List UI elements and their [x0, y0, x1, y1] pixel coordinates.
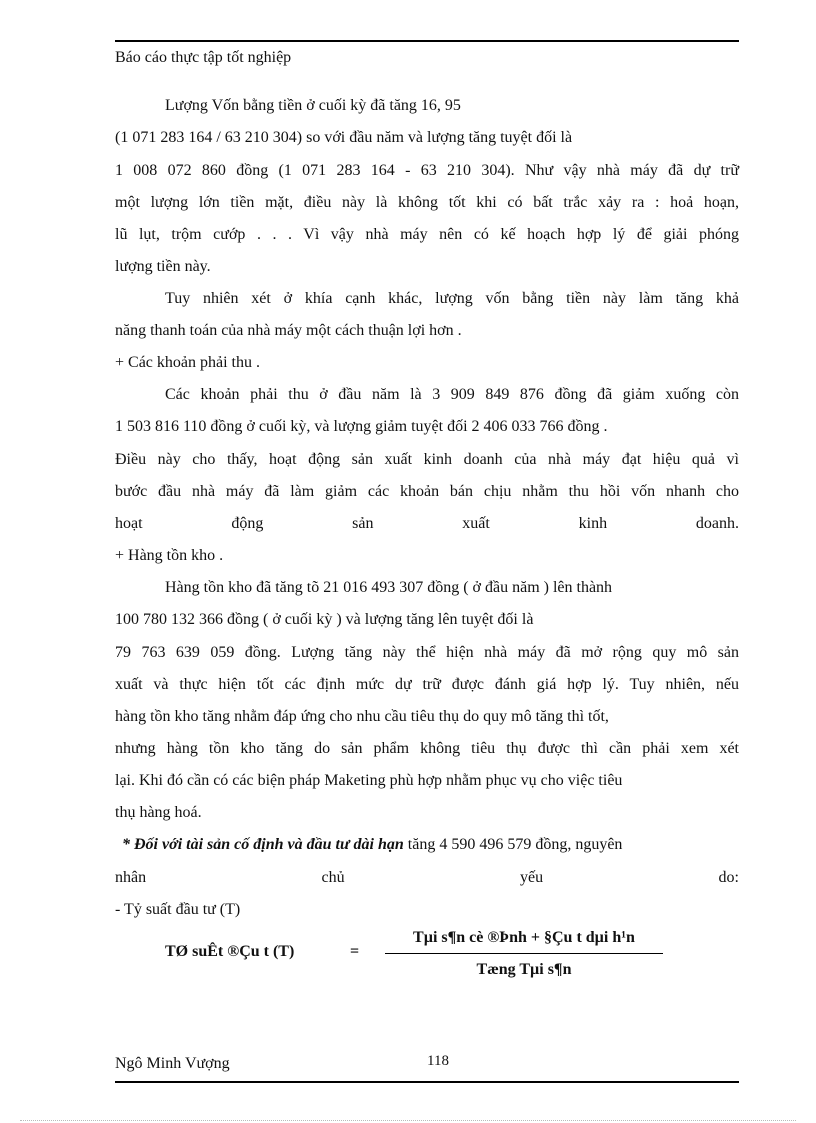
formula-denominator: Tæng Tµi s¶n	[476, 961, 572, 978]
footer-author: Ngô Minh Vượng	[115, 1055, 230, 1072]
fixed-assets-text: tăng 4 590 496 579 đồng, nguyên	[403, 836, 623, 853]
text-line: hoạt động sản xuất kinh doanh.	[115, 515, 739, 532]
text-line: 1 503 816 110 đồng ở cuối kỳ, và lượng giảm tuyệt đối 2 406 033 766 đồng .	[115, 418, 608, 435]
text-line: nhưng hàng tồn kho tăng do sản phẩm không tiêu thụ được thì cần phải xem xét	[115, 740, 739, 757]
text-line: lũ lụt, trộm cướp . . . Vì vậy nhà máy nên có kế hoạch hợp lý để giải phóng	[115, 226, 739, 243]
text-line: 79 763 639 059 đồng. Lượng tăng này thể hiện nhà máy đã mở rộng quy mô sản	[115, 644, 739, 661]
text-line: 100 780 132 366 đồng ( ở cuối kỳ ) và lượng tăng lên tuyệt đối là	[115, 611, 534, 628]
text-line: một lượng lớn tiền mặt, điều này là không tốt khi có bất trắc xảy ra : hoả hoạn,	[115, 194, 739, 211]
formula-numerator: Tµi s¶n cè ®Þnh + §Çu t dµi h¹n	[413, 929, 635, 946]
formula-equals: =	[350, 943, 360, 960]
section-heading: + Hàng tồn kho .	[115, 547, 224, 564]
text-line: Hàng tồn kho đã tăng tõ 21 016 493 307 đồng ( ở đầu năm ) lên thành	[165, 579, 613, 596]
text-line: Điều này cho thấy, hoạt động sản xuất kinh doanh của nhà máy đạt hiệu quả vì	[115, 451, 739, 468]
text-line: năng thanh toán của nhà máy một cách thuận lợi hơn .	[115, 322, 462, 339]
text-line: lại. Khi đó cần có các biện pháp Maketing phù hợp nhằm phục vụ cho việc tiêu	[115, 772, 623, 789]
footer-rule	[115, 1081, 739, 1083]
page-number: 118	[427, 1053, 449, 1069]
investment-ratio-formula	[165, 925, 685, 985]
text-line: Lượng Vốn bằng tiền ở cuối kỳ đã tăng 16, 95	[165, 97, 461, 114]
section-heading: + Các khoản phải thu .	[115, 354, 260, 371]
text-line: lượng tiền này.	[115, 258, 211, 275]
fixed-assets-line	[122, 836, 739, 854]
page-edge	[20, 1120, 796, 1121]
fraction-bar	[385, 953, 663, 954]
text-line: 1 008 072 860 đồng (1 071 283 164 - 63 210 304). Như vậy nhà máy đã dự trữ	[115, 162, 739, 179]
formula-left: TØ suÊt ®Çu t (T)	[165, 943, 295, 960]
text-line: (1 071 283 164 / 63 210 304) so với đầu năm và lượng tăng tuyệt đối là	[115, 129, 573, 146]
text-line: hàng tồn kho tăng nhằm đáp ứng cho nhu cầu tiêu thụ do quy mô tăng thì tốt,	[115, 708, 609, 725]
text-line: xuất và thực hiện tốt các định mức dự trữ được đánh giá hợp lý. Tuy nhiên, nếu	[115, 676, 739, 693]
text-line: Tuy nhiên xét ở khía cạnh khác, lượng vốn bằng tiền này làm tăng khả	[165, 290, 739, 307]
text-line: bước đầu nhà máy đã làm giảm các khoản bán chịu nhằm thu hồi vốn nhanh cho	[115, 483, 739, 500]
text-line: thụ hàng hoá.	[115, 804, 202, 821]
text-line: Các khoản phải thu ở đầu năm là 3 909 849 876 đồng đã giảm xuống còn	[165, 386, 739, 403]
text-line: nhân chủ yếu do:	[115, 869, 739, 886]
fixed-assets-heading: * Đối với tài sản cố định và đầu tư dài hạn	[122, 836, 404, 853]
ratio-label: - Tỷ suất đầu tư (T)	[115, 901, 241, 918]
page-header: Báo cáo thực tập tốt nghiệp	[115, 49, 292, 66]
header-rule	[115, 40, 739, 42]
